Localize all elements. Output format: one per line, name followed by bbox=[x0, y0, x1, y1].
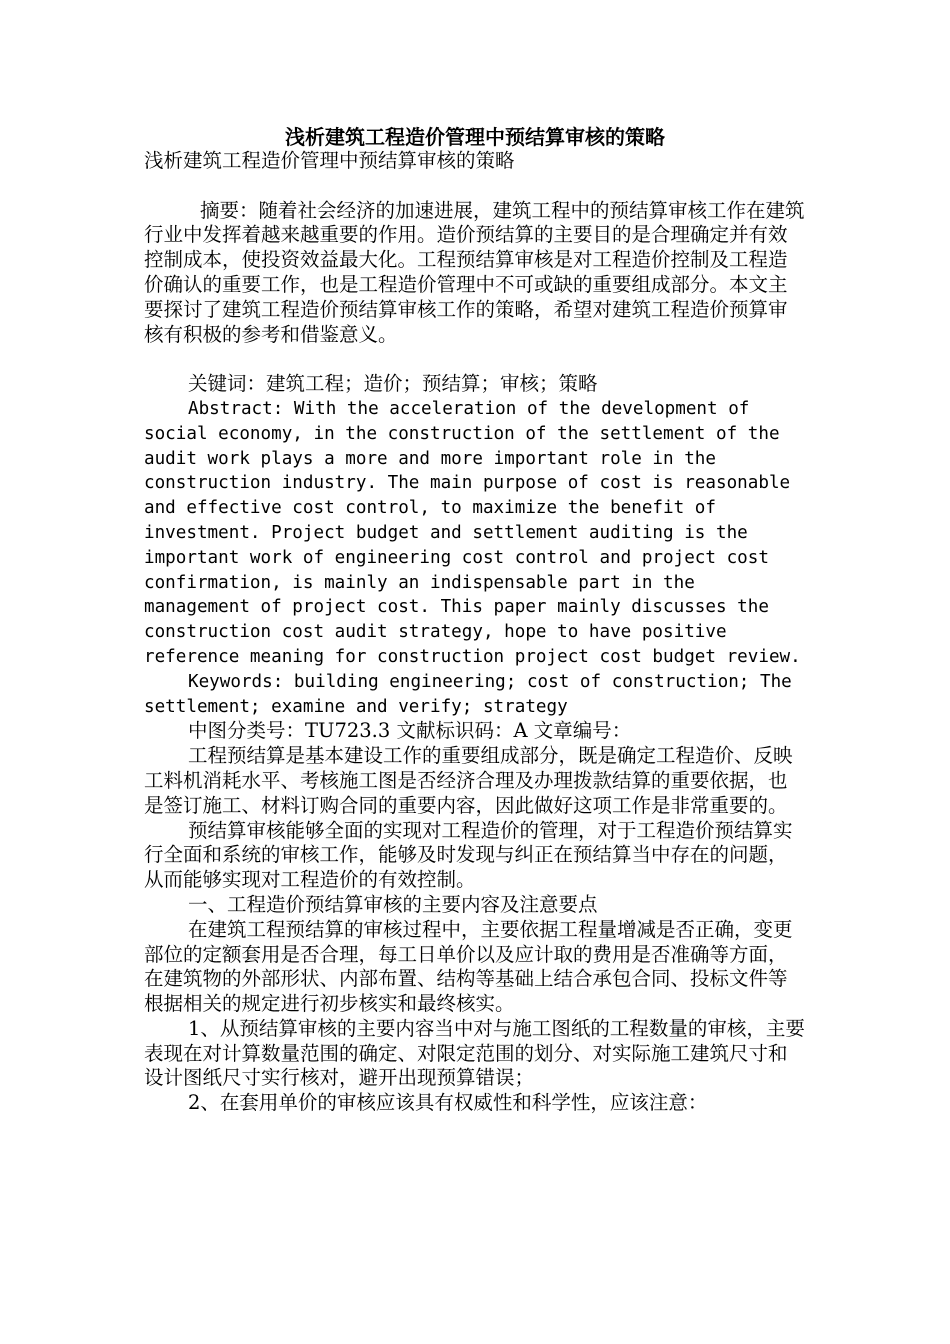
keywords-en: Keywords: building engineering; cost of construction; The settlement; examine and verify; strategy bbox=[144, 671, 792, 717]
paragraph-3: 在建筑工程预结算的审核过程中，主要依据工程量增减是否正确，变更部位的定额套用是否合理，每工日单价以及应计取的费用是否准确等方面，在建筑物的外部形状、内部布置、结构等基础上结合承包合同、投标文件等根据相关的规定进行初步核实和最终核实。 bbox=[144, 917, 793, 1016]
document-body bbox=[144, 149, 806, 1116]
paragraph-2: 预结算审核能够全面的实现对工程造价的管理，对于工程造价预结算实行全面和系统的审核工作，能够及时发现与纠正在预结算当中存在的问题，从而能够实现对工程造价的有效控制。 bbox=[144, 818, 793, 892]
list-item-1: 1、从预结算审核的主要内容当中对与施工图纸的工程数量的审核，主要表现在对计算数量范围的确定、对限定范围的划分、对实际施工建筑尺寸和设计图纸尺寸实行核对，避开出现预算错误； bbox=[144, 1016, 805, 1090]
section-heading-1: 一、工程造价预结算审核的主要内容及注意要点 bbox=[188, 892, 598, 916]
document-title: 浅析建筑工程造价管理中预结算审核的策略 bbox=[285, 125, 665, 149]
paragraph-1: 工程预结算是基本建设工作的重要组成部分，既是确定工程造价、反映工料机消耗水平、考核施工图是否经济合理及办理拨款结算的重要依据，也是签订施工、材料订购合同的重要内容，因此做好这项工作是非常重要的。 bbox=[144, 744, 793, 817]
blank-line bbox=[144, 174, 806, 199]
abstract-cn: 摘要：随着社会经济的加速进展，建筑工程中的预结算审核工作在建筑行业中发挥着越来越重要的作用。造价预结算的主要目的是合理确定并有效控制成本，使投资效益最大化。工程预结算审核是对工程造价控制及工程造价确认的重要工作，也是工程造价管理中不可或缺的重要组成部分。本文主要探讨了建筑工程造价预结算审核工作的策略，希望对建筑工程造价预算审核有积极的参考和借鉴意义。 bbox=[144, 198, 805, 346]
abstract-en: Abstract: With the acceleration of the development of social economy, in the construction of the settlement of the audit work plays a more and more important role in the construction industry. The main purpose of cost is reasonable and effective cost control, to maximize the benefit of investment. Project budget and settlement auditing is the important work of engineering cost control and project cost confirmation, is mainly an indispensable part in the management of project cost. This paper mainly discusses the construction cost audit strategy, hope to have positive reference meaning for construction project cost budget review. bbox=[144, 398, 801, 667]
classification-line: 中图分类号：TU723.3 文献标识码：A 文章编号： bbox=[188, 719, 632, 743]
document-subtitle: 浅析建筑工程造价管理中预结算审核的策略 bbox=[144, 149, 515, 172]
keywords-cn: 关键词：建筑工程；造价；预结算；审核；策略 bbox=[188, 372, 598, 396]
list-item-2: 2、在套用单价的审核应该具有权威性和科学性，应该注意： bbox=[188, 1091, 708, 1115]
blank-line bbox=[144, 347, 806, 372]
